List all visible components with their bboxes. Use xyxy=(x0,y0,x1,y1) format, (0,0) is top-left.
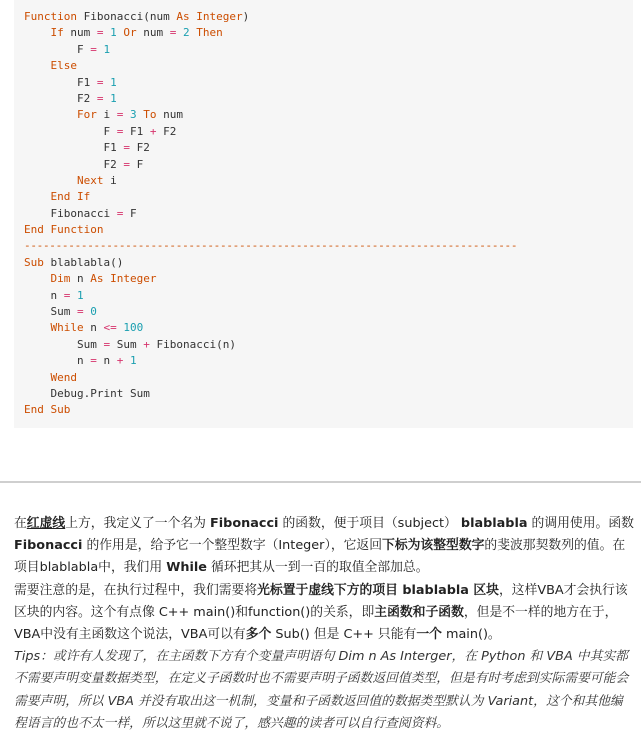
code-text xyxy=(24,26,51,39)
code-operator: = xyxy=(96,26,104,40)
code-keyword: Else xyxy=(50,59,77,73)
code-text: F2 xyxy=(129,141,150,155)
code-operator: = xyxy=(63,288,71,302)
code-text: Sum xyxy=(24,337,104,351)
code-operator: = xyxy=(169,26,177,40)
bold-term: 一个 xyxy=(416,627,442,643)
code-keyword: Sub xyxy=(24,255,44,269)
code-line xyxy=(24,222,633,238)
bold-term: Fibonacci xyxy=(14,538,83,554)
code-text: F1 xyxy=(24,141,124,155)
code-keyword: As xyxy=(176,10,190,23)
code-number: 3 xyxy=(129,108,137,122)
underlined-bold-term: 红虚线 xyxy=(26,516,66,531)
code-number: 1 xyxy=(110,26,117,40)
code-block xyxy=(14,0,633,428)
paragraph-red-line-explanation xyxy=(14,513,634,580)
code-text: F1 xyxy=(24,75,97,89)
code-text xyxy=(24,272,51,285)
code-line xyxy=(24,58,633,74)
section-divider xyxy=(0,481,641,483)
code-line xyxy=(24,288,633,304)
code-text: n xyxy=(24,288,64,302)
code-text: F2 xyxy=(24,91,97,105)
tips-paragraph: Tips：或许有人发现了，在主函数下方有个变量声明语句 Dim n As Interger，在 Python 和 VBA 中其实都不需要声明变量数据类型，在定义子函数时也不需要声明子函数返回值类型，但是有时考虑到实际需要可能会需要声明，所以 VBA 并没有取出这一机制，变量和子函数返回值的数据类型默认为 Variant，这个和其他编程语言的也不太一样，所以这里就不说了，感兴趣的读者可以自行查阅资料。 xyxy=(14,649,629,731)
code-number: 2 xyxy=(183,26,190,40)
code-text: num xyxy=(63,26,97,40)
bold-term: While xyxy=(166,560,207,576)
code-line xyxy=(24,91,633,107)
code-keyword: Next xyxy=(76,173,104,187)
code-operator: = xyxy=(116,206,124,220)
code-keyword: If xyxy=(50,26,64,40)
code-number: 100 xyxy=(123,321,144,335)
paragraph-text: 上方，我定义了一个名为 xyxy=(65,516,211,531)
code-operator: = xyxy=(103,337,111,351)
code-line xyxy=(24,189,633,205)
code-text: n xyxy=(70,272,91,286)
code-text xyxy=(24,174,77,187)
code-number: 0 xyxy=(90,305,97,319)
paragraph-text: 在 xyxy=(14,516,27,531)
code-text: blablabla() xyxy=(43,255,124,269)
code-line xyxy=(24,42,633,58)
code-number: 1 xyxy=(110,75,117,89)
code-keyword: While xyxy=(50,321,84,335)
code-text: Debug.Print Sum xyxy=(24,386,150,400)
code-text xyxy=(24,108,77,121)
code-keyword: End Sub xyxy=(24,403,71,417)
paragraph-text: 需要注意的是，在执行过程中，我们需要将 xyxy=(14,582,258,598)
code-line xyxy=(24,75,633,91)
code-operator: = xyxy=(123,157,130,171)
code-text xyxy=(70,289,77,302)
paragraph-text: main()。 xyxy=(441,627,501,643)
code-text: F xyxy=(24,124,117,138)
code-line xyxy=(24,206,633,222)
code-line xyxy=(24,173,633,189)
code-text: i xyxy=(103,173,117,187)
code-keyword: End If xyxy=(50,190,91,204)
code-operator: = xyxy=(90,42,97,56)
code-text: Fibonacci(n) xyxy=(149,337,236,351)
code-keyword: For xyxy=(76,108,97,122)
code-text: n xyxy=(96,354,117,368)
code-text: Fibonacci xyxy=(24,206,117,220)
code-text xyxy=(24,59,51,72)
code-line xyxy=(24,107,633,123)
bold-term: Fibonacci xyxy=(210,516,279,531)
code-text: Sum xyxy=(110,337,144,351)
code-keyword: Integer xyxy=(196,10,243,23)
paragraph-text: 的函数，便于项目（subject） xyxy=(278,516,461,531)
code-line xyxy=(24,320,633,336)
code-operator: + xyxy=(143,337,150,351)
code-operator: + xyxy=(116,354,124,368)
code-text: n xyxy=(83,321,104,335)
paragraph-text: 的斐波那契数列的值。在项目blablabla中，我们用 xyxy=(14,538,626,576)
code-number: 1 xyxy=(103,42,111,56)
code-text xyxy=(24,190,51,203)
explanation-text xyxy=(14,513,634,735)
code-text: ) xyxy=(242,10,250,23)
code-lines xyxy=(24,9,633,419)
red-dashed-line: ------------------------------------------------------------------------------ xyxy=(24,239,518,253)
code-text: num xyxy=(156,108,183,122)
code-line xyxy=(24,9,633,25)
code-text xyxy=(176,26,183,39)
paragraph-text: 循环把其从一到一百的取值全部加总。 xyxy=(206,560,429,576)
code-line xyxy=(24,271,633,287)
code-operator: = xyxy=(90,354,97,368)
code-line xyxy=(24,124,633,140)
code-number: 1 xyxy=(110,91,117,105)
code-keyword: Integer xyxy=(110,272,157,286)
code-keyword: Dim xyxy=(50,272,71,286)
code-text: F xyxy=(129,157,144,171)
code-operator: = xyxy=(96,91,104,105)
code-line xyxy=(24,370,633,386)
code-text xyxy=(24,321,51,334)
paragraph-execution-note xyxy=(14,580,634,647)
code-text: F2 xyxy=(24,157,124,171)
code-operator: + xyxy=(149,124,157,138)
code-keyword: To xyxy=(143,108,157,122)
code-line xyxy=(24,238,633,254)
code-keyword: Then xyxy=(196,26,223,40)
code-keyword: Wend xyxy=(50,370,77,384)
code-operator: <= xyxy=(103,321,117,335)
code-operator: = xyxy=(96,75,104,89)
code-line xyxy=(24,255,633,271)
code-operator: = xyxy=(123,141,130,155)
code-keyword: Or xyxy=(123,26,137,40)
code-text xyxy=(123,354,130,367)
code-keyword: Function xyxy=(24,10,77,23)
paragraph-text: 的作用是，给予它一个整型数字（Integer），它返回 xyxy=(82,538,383,554)
code-text: Fibonacci(num xyxy=(76,10,177,23)
code-operator: = xyxy=(76,305,84,319)
paragraph-text: ，这样VBA才会执行该区块的内容。这个有点像 C++ main()和function()的关系，即 xyxy=(14,582,628,620)
code-line xyxy=(24,386,633,402)
code-text: i xyxy=(96,108,117,122)
code-text: F1 xyxy=(123,124,150,138)
code-text: Sum xyxy=(24,305,77,319)
code-line xyxy=(24,353,633,369)
code-line xyxy=(24,402,633,418)
code-text: F2 xyxy=(156,124,177,138)
code-text: F xyxy=(123,206,137,220)
bold-term: 主函数和子函数 xyxy=(374,604,464,620)
code-number: 1 xyxy=(77,288,84,302)
paragraph-text: ，但是不一样的地方在于，VBA中没有主函数这个说法，VBA可以有 xyxy=(14,604,618,643)
code-text xyxy=(123,108,130,121)
code-number: 1 xyxy=(129,354,137,368)
paragraph-text: 的调用使用。函数 xyxy=(527,516,634,531)
code-line xyxy=(24,25,633,41)
paragraph-text: Sub() 但是 C++ 只能有 xyxy=(271,627,417,643)
code-line xyxy=(24,157,633,173)
code-keyword: End Function xyxy=(24,223,104,237)
code-operator: = xyxy=(116,124,124,138)
code-text: F xyxy=(24,42,91,56)
code-text: n xyxy=(24,354,91,368)
bold-term: 光标置于虚线下方的项目 blablabla 区块 xyxy=(257,582,499,598)
code-text xyxy=(24,371,51,384)
code-line xyxy=(24,304,633,320)
bold-term: 下标为该整型数字 xyxy=(382,538,485,554)
code-operator: = xyxy=(116,108,124,122)
code-text: num xyxy=(136,26,170,40)
code-line xyxy=(24,337,633,353)
code-line xyxy=(24,140,633,156)
bold-term: blablabla xyxy=(460,516,528,531)
code-keyword: As xyxy=(90,272,104,286)
bold-term: 多个 xyxy=(245,627,272,643)
